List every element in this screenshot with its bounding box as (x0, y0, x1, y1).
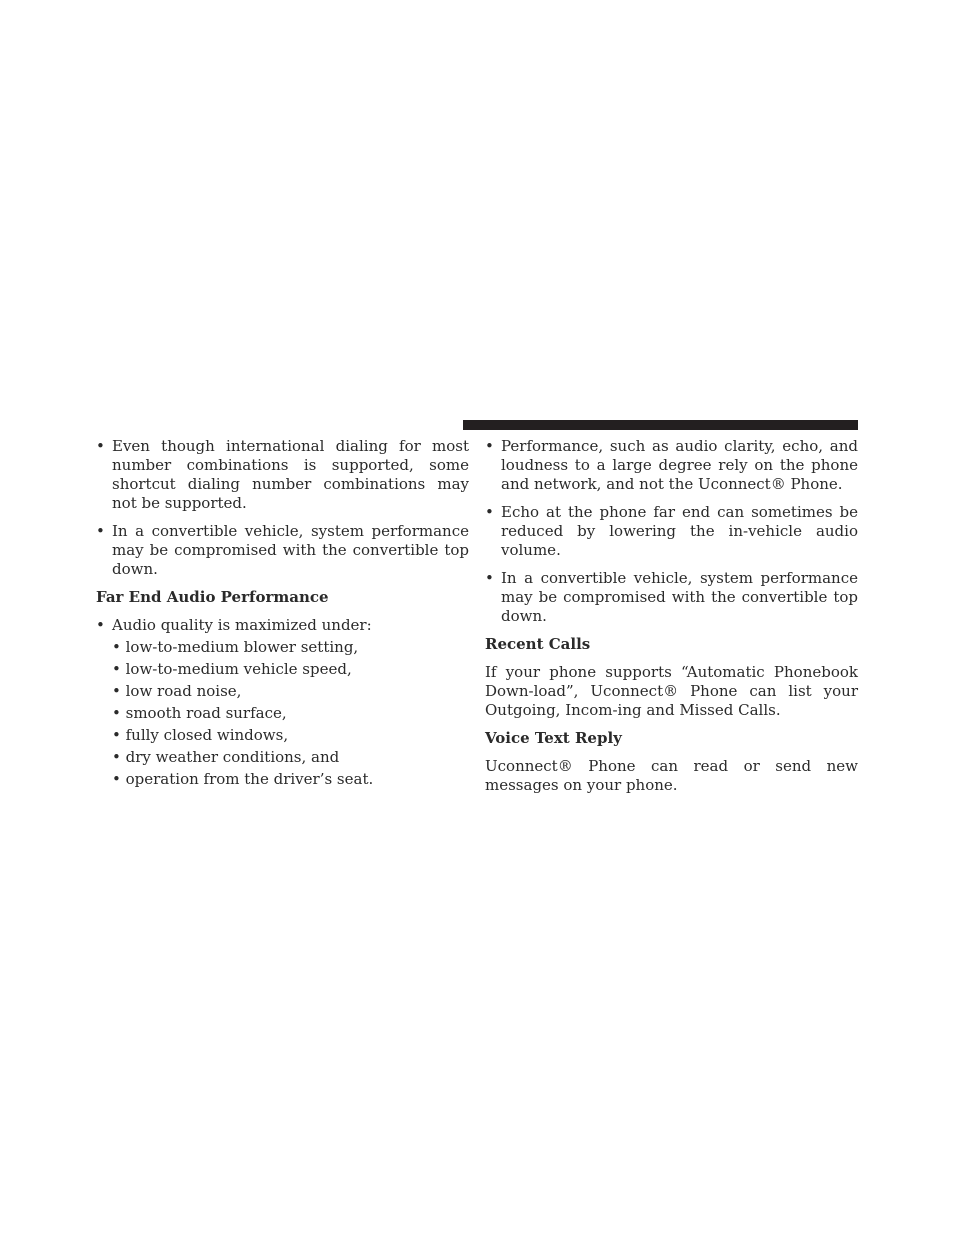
list-item: • fully closed windows, (112, 726, 289, 744)
bullet-text: Audio quality is maximized under: (112, 616, 372, 634)
recent-calls-paragraph: If your phone supports “Automatic Phonebook Down-load”, Uconnect® Phone can list your Outgoing, Incom-ing and Missed Calls. (485, 663, 858, 719)
left-column (96, 437, 469, 792)
bullet-item (485, 437, 858, 494)
list-item: • operation from the driver’s seat. (112, 770, 374, 788)
section-header-rule (463, 420, 858, 430)
voice-text-reply-paragraph: Uconnect® Phone can read or send new messages on your phone. (485, 757, 858, 794)
bullet-text: Echo at the phone far end can sometimes be reduced by lowering the in-vehicle audio volume. (501, 503, 858, 559)
audio-quality-sublist (112, 638, 469, 789)
bullet-dot-icon: • (96, 437, 105, 455)
bullet-dot-icon: • (485, 437, 494, 455)
bullet-item (96, 522, 469, 579)
recent-calls-heading: Recent Calls (485, 635, 591, 653)
bullet-dot-icon: • (485, 569, 494, 587)
bullet-dot-icon: • (96, 522, 105, 540)
bullet-dot-icon: • (485, 503, 494, 521)
voice-text-reply-heading: Voice Text Reply (485, 729, 622, 747)
right-column (485, 437, 858, 804)
bullet-text: Performance, such as audio clarity, echo, and loudness to a large degree rely on the phone and network, and not the Uconnect® Phone. (501, 437, 858, 493)
far-end-audio-heading: Far End Audio Performance (96, 588, 329, 606)
bullet-text: In a convertible vehicle, system performance may be compromised with the convertible top down. (112, 522, 469, 578)
bullet-item (96, 437, 469, 513)
bullet-text: Even though international dialing for most number combinations is supported, some shortcut dialing number combinations may not be supported. (112, 437, 469, 512)
bullet-item (485, 569, 858, 626)
bullet-item (96, 616, 469, 635)
list-item: • smooth road surface, (112, 704, 287, 722)
list-item: • low-to-medium blower setting, (112, 638, 359, 656)
bullet-dot-icon: • (96, 616, 105, 634)
list-item: • dry weather conditions, and (112, 748, 340, 766)
list-item: • low-to-medium vehicle speed, (112, 660, 352, 678)
bullet-item (485, 503, 858, 560)
list-item: • low road noise, (112, 682, 242, 700)
bullet-text: In a convertible vehicle, system performance may be compromised with the convertible top down. (501, 569, 858, 625)
